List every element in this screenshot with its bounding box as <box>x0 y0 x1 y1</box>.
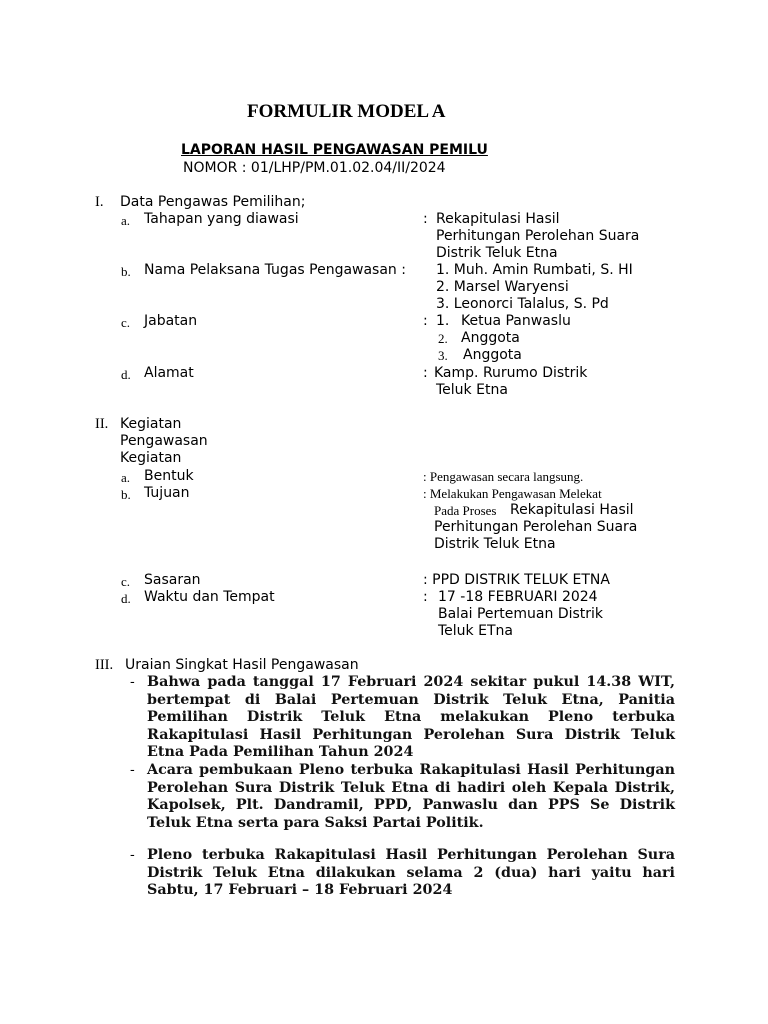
item-2d-value-line2: Balai Pertemuan Distrik <box>438 606 604 622</box>
section-2-heading-line3: Kegiatan <box>120 450 182 466</box>
item-2d-label: Waktu dan Tempat <box>144 589 275 605</box>
item-2b-value-line3: Perhitungan Perolehan Suara <box>434 519 638 535</box>
item-1b-letter: b. <box>121 264 131 279</box>
item-1d-letter: d. <box>121 367 131 382</box>
item-1a-letter: a. <box>121 213 131 228</box>
item-1d-value-line2: Teluk Etna <box>436 382 508 398</box>
item-2d-colon: : <box>423 589 428 605</box>
item-2a-label: Bentuk <box>144 468 194 484</box>
item-2b-label: Tujuan <box>144 485 190 501</box>
section-2-number: II. <box>95 416 109 432</box>
bullet-dash: - <box>130 762 135 778</box>
item-1d-label: Alamat <box>144 365 194 381</box>
item-2d-letter: d. <box>121 591 131 606</box>
item-1b-label: Nama Pelaksana Tugas Pengawasan : <box>144 262 406 278</box>
item-2b-value-line4: Distrik Teluk Etna <box>434 536 556 552</box>
item-1a-colon: : <box>423 211 428 227</box>
section-1-number: I. <box>95 194 104 210</box>
summary-paragraph-3: Pleno terbuka Rakapitulasi Hasil Perhitungan Perolehan Sura Distrik Teluk Etna dilakukan selama 2 (dua) hari yaitu hari Sabtu, 17 Februari – 18 Februari 2024 <box>147 847 675 898</box>
item-1c-num1: 1. <box>436 313 450 329</box>
item-1b-value-line2: 2. Marsel Waryensi <box>436 279 569 295</box>
report-subtitle: LAPORAN HASIL PENGAWASAN PEMILU <box>181 142 488 158</box>
item-2b-value-line2b: Rekapitulasi Hasil <box>510 502 634 518</box>
item-2d-value-line3: Teluk ETna <box>438 623 513 639</box>
item-1c-num3: 3. <box>438 348 448 363</box>
bullet-dash: - <box>130 847 135 863</box>
item-2a-value: : Pengawasan secara langsung. <box>423 469 584 484</box>
item-1c-value3: Anggota <box>463 347 522 363</box>
item-1c-label: Jabatan <box>144 313 198 329</box>
summary-paragraph-2: Acara pembukaan Pleno terbuka Rakapitulasi Hasil Perhitungan Perolehan Sura Distrik Teluk Etna di hadiri oleh Kepala Distrik, Kapolsek, Plt. Dandramil, PPD, Panwaslu dan PPS Se Distrik Teluk Etna serta para Saksi Partai Politik. <box>147 762 675 831</box>
item-1b-value-line3: 3. Leonorci Talalus, S. Pd <box>436 296 609 312</box>
item-1c-colon: : <box>423 313 428 329</box>
item-1d-value-line1: Kamp. Rurumo Distrik <box>434 365 588 381</box>
item-2b-letter: b. <box>121 487 131 502</box>
section-2-heading-line2: Pengawasan <box>120 433 208 449</box>
section-2-heading-line1: Kegiatan <box>120 416 182 432</box>
form-title: FORMULIR MODEL A <box>247 101 446 122</box>
item-1c-value2: Anggota <box>461 330 520 346</box>
item-2b-value-line2a: Pada Proses <box>434 503 497 518</box>
item-1b-value-line1: 1. Muh. Amin Rumbati, S. HI <box>436 262 633 278</box>
item-2a-letter: a. <box>121 470 131 485</box>
item-1a-value-line1: Rekapitulasi Hasil <box>436 211 560 227</box>
item-1c-num2: 2. <box>438 331 448 346</box>
item-1c-value1: Ketua Panwaslu <box>461 313 571 329</box>
section-3-heading: Uraian Singkat Hasil Pengawasan <box>125 657 359 673</box>
item-1a-value-line2: Perhitungan Perolehan Suara <box>436 228 640 244</box>
summary-paragraph-1: Bahwa pada tanggal 17 Februari 2024 sekitar pukul 14.38 WIT, bertempat di Balai Pertemuan Distrik Teluk Etna, Panitia Pemilihan Distrik Teluk Etna melakukan Pleno terbuka Rakapitulasi Hasil Perhitungan Perolehan Sura Distrik Teluk Etna Pada Pemilihan Tahun 2024 <box>147 674 675 760</box>
section-1-heading: Data Pengawas Pemilihan; <box>120 194 306 210</box>
item-1a-value-line3: Distrik Teluk Etna <box>436 245 558 261</box>
item-2c-value: : PPD DISTRIK TELUK ETNA <box>423 572 610 588</box>
item-1d-colon: : <box>423 365 428 381</box>
item-1c-letter: c. <box>121 315 131 330</box>
item-1a-label: Tahapan yang diawasi <box>144 211 299 227</box>
section-3-number: III. <box>95 657 114 673</box>
item-2b-value-line1: : Melakukan Pengawasan Melekat <box>423 486 602 501</box>
item-2c-letter: c. <box>121 574 131 589</box>
item-2c-label: Sasaran <box>144 572 201 588</box>
report-number: NOMOR : 01/LHP/PM.01.02.04/II/2024 <box>183 160 446 176</box>
item-2d-value-line1: 17 -18 FEBRUARI 2024 <box>438 589 598 605</box>
bullet-dash: - <box>130 674 135 690</box>
